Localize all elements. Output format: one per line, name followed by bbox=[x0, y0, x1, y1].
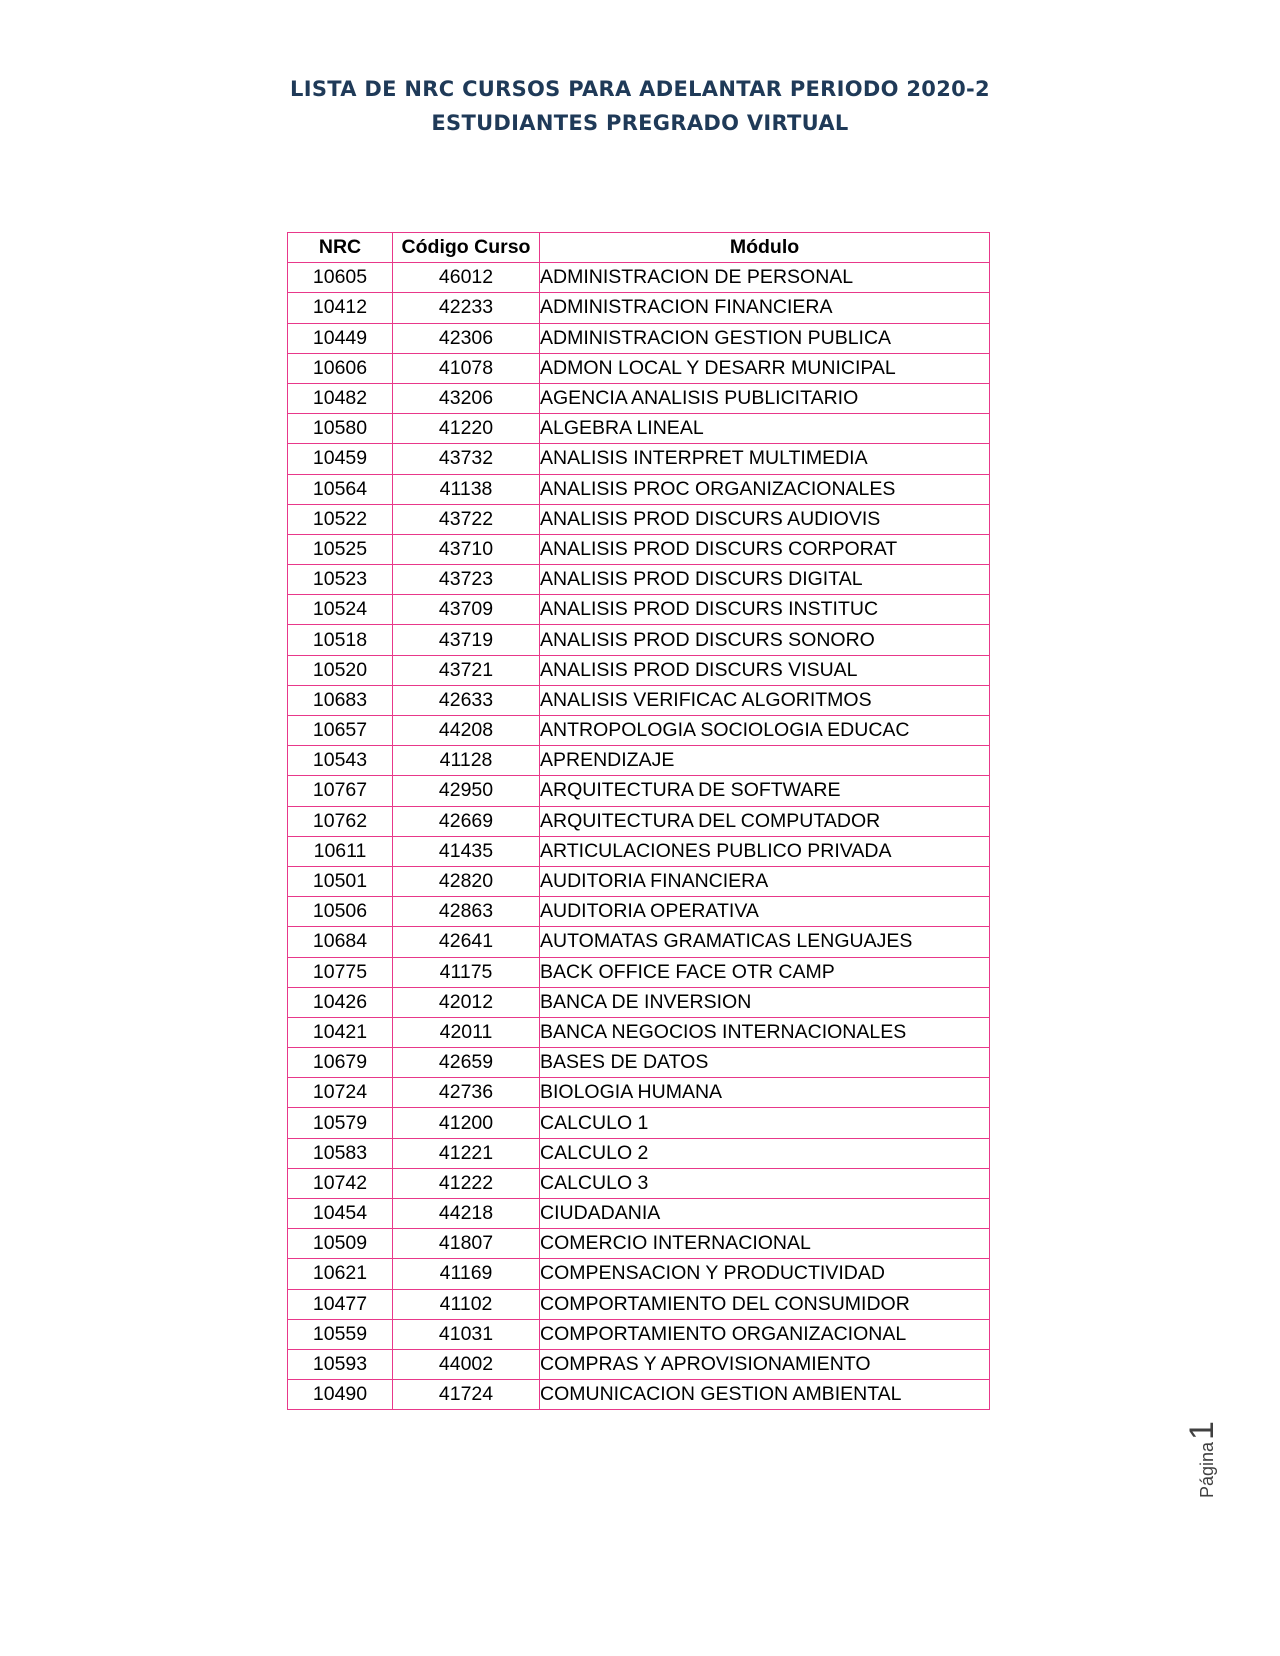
page-label bbox=[1183, 1420, 1223, 1520]
cell-nrc: 10775 bbox=[288, 957, 393, 987]
cell-module: ANALISIS PROC ORGANIZACIONALES bbox=[540, 474, 990, 504]
table-row bbox=[288, 1380, 990, 1410]
cell-module: COMPENSACION Y PRODUCTIVIDAD bbox=[540, 1259, 990, 1289]
cell-module: CALCULO 2 bbox=[540, 1138, 990, 1168]
cell-nrc: 10580 bbox=[288, 414, 393, 444]
cell-module: ANALISIS PROD DISCURS INSTITUC bbox=[540, 595, 990, 625]
cell-nrc: 10559 bbox=[288, 1319, 393, 1349]
cell-course-code: 43721 bbox=[393, 655, 540, 685]
column-header-module: Módulo bbox=[540, 233, 990, 263]
table-row bbox=[288, 414, 990, 444]
cell-course-code: 41221 bbox=[393, 1138, 540, 1168]
cell-nrc: 10606 bbox=[288, 353, 393, 383]
page-word: Página bbox=[1197, 1441, 1217, 1498]
cell-module: ANALISIS PROD DISCURS SONORO bbox=[540, 625, 990, 655]
cell-nrc: 10605 bbox=[288, 263, 393, 293]
cell-nrc: 10520 bbox=[288, 655, 393, 685]
document-title: LISTA DE NRC CURSOS PARA ADELANTAR PERIODO 2020-2 bbox=[290, 77, 990, 101]
cell-module: ADMINISTRACION DE PERSONAL bbox=[540, 263, 990, 293]
cell-module: ANALISIS PROD DISCURS CORPORAT bbox=[540, 534, 990, 564]
table-row bbox=[288, 1229, 990, 1259]
table-row bbox=[288, 806, 990, 836]
table-row bbox=[288, 1349, 990, 1379]
cell-course-code: 41435 bbox=[393, 836, 540, 866]
cell-nrc: 10459 bbox=[288, 444, 393, 474]
cell-nrc: 10684 bbox=[288, 927, 393, 957]
cell-module: ANALISIS INTERPRET MULTIMEDIA bbox=[540, 444, 990, 474]
table-row bbox=[288, 293, 990, 323]
cell-module: COMPORTAMIENTO DEL CONSUMIDOR bbox=[540, 1289, 990, 1319]
cell-nrc: 10426 bbox=[288, 987, 393, 1017]
cell-module: COMERCIO INTERNACIONAL bbox=[540, 1229, 990, 1259]
cell-course-code: 43723 bbox=[393, 565, 540, 595]
table-row bbox=[288, 897, 990, 927]
cell-module: AUDITORIA FINANCIERA bbox=[540, 866, 990, 896]
table-row bbox=[288, 927, 990, 957]
course-table bbox=[287, 232, 990, 1410]
column-header-nrc: NRC bbox=[288, 233, 393, 263]
document-header bbox=[0, 72, 1280, 140]
cell-nrc: 10449 bbox=[288, 323, 393, 353]
cell-module: APRENDIZAJE bbox=[540, 746, 990, 776]
cell-nrc: 10583 bbox=[288, 1138, 393, 1168]
cell-course-code: 46012 bbox=[393, 263, 540, 293]
cell-nrc: 10525 bbox=[288, 534, 393, 564]
table-row bbox=[288, 746, 990, 776]
cell-nrc: 10593 bbox=[288, 1349, 393, 1379]
table-row bbox=[288, 987, 990, 1017]
cell-course-code: 43710 bbox=[393, 534, 540, 564]
cell-course-code: 43709 bbox=[393, 595, 540, 625]
table-row bbox=[288, 1259, 990, 1289]
cell-course-code: 42011 bbox=[393, 1017, 540, 1047]
cell-nrc: 10724 bbox=[288, 1078, 393, 1108]
cell-module: COMUNICACION GESTION AMBIENTAL bbox=[540, 1380, 990, 1410]
cell-nrc: 10767 bbox=[288, 776, 393, 806]
cell-course-code: 41200 bbox=[393, 1108, 540, 1138]
cell-module: ARQUITECTURA DE SOFTWARE bbox=[540, 776, 990, 806]
cell-course-code: 41724 bbox=[393, 1380, 540, 1410]
cell-course-code: 44218 bbox=[393, 1199, 540, 1229]
cell-course-code: 41222 bbox=[393, 1168, 540, 1198]
cell-nrc: 10501 bbox=[288, 866, 393, 896]
cell-nrc: 10482 bbox=[288, 383, 393, 413]
table-row bbox=[288, 504, 990, 534]
cell-course-code: 42633 bbox=[393, 685, 540, 715]
cell-module: AGENCIA ANALISIS PUBLICITARIO bbox=[540, 383, 990, 413]
cell-module: ANTROPOLOGIA SOCIOLOGIA EDUCAC bbox=[540, 716, 990, 746]
table-row bbox=[288, 1199, 990, 1229]
cell-course-code: 44208 bbox=[393, 716, 540, 746]
cell-nrc: 10564 bbox=[288, 474, 393, 504]
cell-course-code: 43206 bbox=[393, 383, 540, 413]
cell-module: CIUDADANIA bbox=[540, 1199, 990, 1229]
cell-nrc: 10679 bbox=[288, 1048, 393, 1078]
cell-course-code: 44002 bbox=[393, 1349, 540, 1379]
cell-nrc: 10518 bbox=[288, 625, 393, 655]
cell-module: CALCULO 3 bbox=[540, 1168, 990, 1198]
cell-module: BANCA DE INVERSION bbox=[540, 987, 990, 1017]
table-row bbox=[288, 1168, 990, 1198]
table-header-row bbox=[288, 233, 990, 263]
table-row bbox=[288, 716, 990, 746]
cell-module: ANALISIS PROD DISCURS AUDIOVIS bbox=[540, 504, 990, 534]
cell-module: BASES DE DATOS bbox=[540, 1048, 990, 1078]
cell-module: COMPORTAMIENTO ORGANIZACIONAL bbox=[540, 1319, 990, 1349]
cell-module: CALCULO 1 bbox=[540, 1108, 990, 1138]
table-row bbox=[288, 1319, 990, 1349]
table-row bbox=[288, 1138, 990, 1168]
table-row bbox=[288, 655, 990, 685]
table-row bbox=[288, 565, 990, 595]
cell-module: BACK OFFICE FACE OTR CAMP bbox=[540, 957, 990, 987]
cell-module: ADMINISTRACION FINANCIERA bbox=[540, 293, 990, 323]
table-row bbox=[288, 323, 990, 353]
cell-course-code: 42641 bbox=[393, 927, 540, 957]
cell-nrc: 10543 bbox=[288, 746, 393, 776]
cell-module: ARQUITECTURA DEL COMPUTADOR bbox=[540, 806, 990, 836]
cell-nrc: 10477 bbox=[288, 1289, 393, 1319]
cell-course-code: 42820 bbox=[393, 866, 540, 896]
cell-module: COMPRAS Y APROVISIONAMIENTO bbox=[540, 1349, 990, 1379]
cell-course-code: 42233 bbox=[393, 293, 540, 323]
column-header-course-code: Código Curso bbox=[393, 233, 540, 263]
table-body bbox=[288, 263, 990, 1410]
cell-nrc: 10621 bbox=[288, 1259, 393, 1289]
cell-module: ARTICULACIONES PUBLICO PRIVADA bbox=[540, 836, 990, 866]
cell-module: ADMINISTRACION GESTION PUBLICA bbox=[540, 323, 990, 353]
table-row bbox=[288, 625, 990, 655]
cell-course-code: 42736 bbox=[393, 1078, 540, 1108]
cell-nrc: 10762 bbox=[288, 806, 393, 836]
cell-course-code: 43732 bbox=[393, 444, 540, 474]
table-row bbox=[288, 1289, 990, 1319]
table-row bbox=[288, 383, 990, 413]
course-table-container bbox=[287, 232, 990, 1410]
cell-course-code: 41128 bbox=[393, 746, 540, 776]
table-row bbox=[288, 776, 990, 806]
table-row bbox=[288, 1048, 990, 1078]
table-row bbox=[288, 474, 990, 504]
table-row bbox=[288, 595, 990, 625]
cell-nrc: 10683 bbox=[288, 685, 393, 715]
table-row bbox=[288, 957, 990, 987]
cell-nrc: 10523 bbox=[288, 565, 393, 595]
cell-module: ADMON LOCAL Y DESARR MUNICIPAL bbox=[540, 353, 990, 383]
cell-nrc: 10611 bbox=[288, 836, 393, 866]
cell-module: AUDITORIA OPERATIVA bbox=[540, 897, 990, 927]
cell-course-code: 42950 bbox=[393, 776, 540, 806]
cell-nrc: 10490 bbox=[288, 1380, 393, 1410]
table-row bbox=[288, 1078, 990, 1108]
cell-module: ALGEBRA LINEAL bbox=[540, 414, 990, 444]
cell-nrc: 10524 bbox=[288, 595, 393, 625]
cell-course-code: 41169 bbox=[393, 1259, 540, 1289]
cell-course-code: 43722 bbox=[393, 504, 540, 534]
cell-module: ANALISIS VERIFICAC ALGORITMOS bbox=[540, 685, 990, 715]
cell-module: BIOLOGIA HUMANA bbox=[540, 1078, 990, 1108]
cell-nrc: 10412 bbox=[288, 293, 393, 323]
cell-course-code: 42863 bbox=[393, 897, 540, 927]
cell-nrc: 10509 bbox=[288, 1229, 393, 1259]
table-row bbox=[288, 1108, 990, 1138]
cell-course-code: 41220 bbox=[393, 414, 540, 444]
cell-course-code: 41078 bbox=[393, 353, 540, 383]
cell-course-code: 43719 bbox=[393, 625, 540, 655]
cell-module: ANALISIS PROD DISCURS DIGITAL bbox=[540, 565, 990, 595]
table-row bbox=[288, 836, 990, 866]
cell-module: BANCA NEGOCIOS INTERNACIONALES bbox=[540, 1017, 990, 1047]
cell-course-code: 41807 bbox=[393, 1229, 540, 1259]
cell-course-code: 41138 bbox=[393, 474, 540, 504]
cell-course-code: 41031 bbox=[393, 1319, 540, 1349]
cell-nrc: 10579 bbox=[288, 1108, 393, 1138]
cell-nrc: 10421 bbox=[288, 1017, 393, 1047]
table-row bbox=[288, 263, 990, 293]
table-row bbox=[288, 685, 990, 715]
cell-module: AUTOMATAS GRAMATICAS LENGUAJES bbox=[540, 927, 990, 957]
cell-course-code: 42659 bbox=[393, 1048, 540, 1078]
table-row bbox=[288, 534, 990, 564]
table-row bbox=[288, 1017, 990, 1047]
page-number: 1 bbox=[1183, 1421, 1221, 1440]
cell-nrc: 10742 bbox=[288, 1168, 393, 1198]
table-row bbox=[288, 866, 990, 896]
table-row bbox=[288, 444, 990, 474]
cell-course-code: 42306 bbox=[393, 323, 540, 353]
cell-nrc: 10454 bbox=[288, 1199, 393, 1229]
document-subtitle: ESTUDIANTES PREGRADO VIRTUAL bbox=[431, 111, 849, 135]
cell-nrc: 10506 bbox=[288, 897, 393, 927]
cell-course-code: 42669 bbox=[393, 806, 540, 836]
cell-course-code: 42012 bbox=[393, 987, 540, 1017]
cell-course-code: 41175 bbox=[393, 957, 540, 987]
cell-course-code: 41102 bbox=[393, 1289, 540, 1319]
cell-module: ANALISIS PROD DISCURS VISUAL bbox=[540, 655, 990, 685]
cell-nrc: 10522 bbox=[288, 504, 393, 534]
cell-nrc: 10657 bbox=[288, 716, 393, 746]
table-row bbox=[288, 353, 990, 383]
